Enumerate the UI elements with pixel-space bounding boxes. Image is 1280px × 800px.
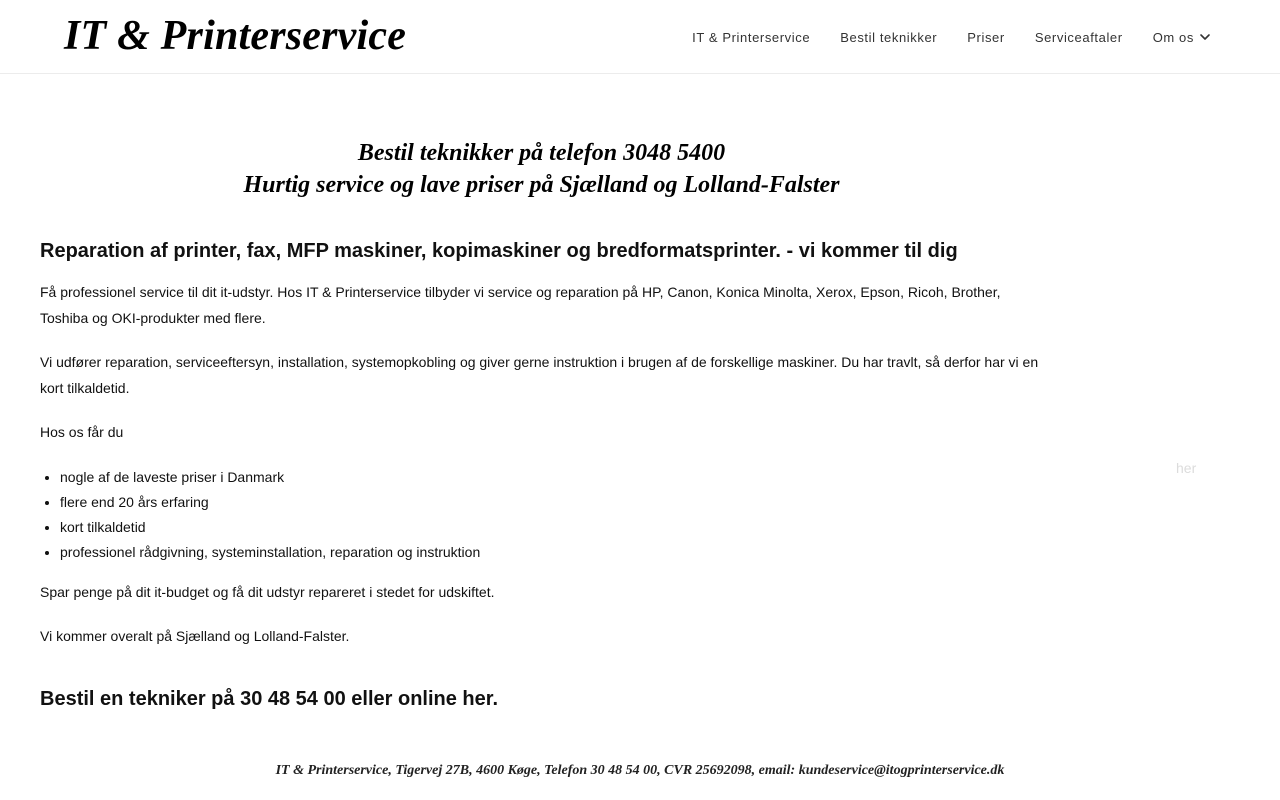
cta-heading[interactable]: Bestil en tekniker på 30 48 54 00 eller online her. bbox=[40, 687, 499, 710]
site-footer: IT & Printerservice, Tigervej 27B, 4600 Køge, Telefon 30 48 54 00, CVR 25692098, email: kundeservice@itogprinterservice.dk bbox=[275, 763, 1005, 778]
services-paragraph: Vi udfører reparation, serviceeftersyn, installation, systemopkobling og giver gerne instruktion i brugen af de forskellige maskiner. Du har travlt, så derfor har vi en kort tilkaldetid. bbox=[40, 354, 1039, 396]
nav-item-label: Serviceaftaler bbox=[1034, 29, 1123, 45]
benefits-list bbox=[60, 465, 1040, 566]
hero-tagline: Hurtig service og lave priser på Sjælland og Lolland-Falster bbox=[243, 172, 840, 198]
nav-item-label: Om os bbox=[1152, 29, 1194, 45]
savings-paragraph: Spar penge på dit it-budget og få dit udstyr repareret i stedet for udskiftet. bbox=[40, 583, 495, 600]
site-header bbox=[0, 0, 1280, 74]
page-heading: Reparation af printer, fax, MFP maskiner, kopimaskiner og bredformatsprinter. - vi kommer til dig bbox=[40, 240, 958, 262]
list-item: • nogle af de laveste priser i Danmark bbox=[60, 465, 1040, 490]
benefits-intro: Hos os får du bbox=[40, 424, 124, 440]
chevron-down-icon bbox=[1198, 30, 1212, 44]
nav-item-om-os[interactable] bbox=[1153, 30, 1212, 45]
hero-banner bbox=[40, 137, 1043, 201]
list-item: • kort tilkaldetid bbox=[60, 515, 1040, 540]
main-content bbox=[40, 237, 1040, 713]
nav-item-label: Bestil teknikker bbox=[840, 29, 938, 45]
main-nav bbox=[662, 0, 1212, 74]
list-item: • professionel rådgivning, systeminstallation, reparation og instruktion bbox=[60, 540, 1040, 565]
coverage-paragraph: Vi kommer overalt på Sjælland og Lolland-Falster. bbox=[40, 628, 350, 645]
nav-item-it-printerservice[interactable] bbox=[692, 30, 810, 45]
site-logo[interactable]: IT & Printerservice bbox=[64, 13, 407, 59]
list-item: • flere end 20 års erfaring bbox=[60, 490, 1040, 515]
nav-item-serviceaftaler[interactable] bbox=[1035, 30, 1123, 45]
nav-item-bestil-teknikker[interactable] bbox=[840, 30, 937, 45]
hero-phone-line: Bestil teknikker på telefon 3048 5400 bbox=[357, 140, 726, 166]
nav-item-label: Priser bbox=[967, 29, 1005, 45]
sidebar-here-link[interactable]: her bbox=[1176, 460, 1197, 476]
intro-paragraph: Få professionel service til dit it-udstyr. Hos IT & Printerservice tilbyder vi service og reparation på HP, Canon, Konica Minolta, Xerox, Epson, Ricoh, Brother, Toshiba og OKI-produkter med flere. bbox=[40, 284, 1001, 326]
nav-item-priser[interactable] bbox=[967, 30, 1005, 45]
nav-item-label: IT & Printerservice bbox=[692, 29, 811, 45]
